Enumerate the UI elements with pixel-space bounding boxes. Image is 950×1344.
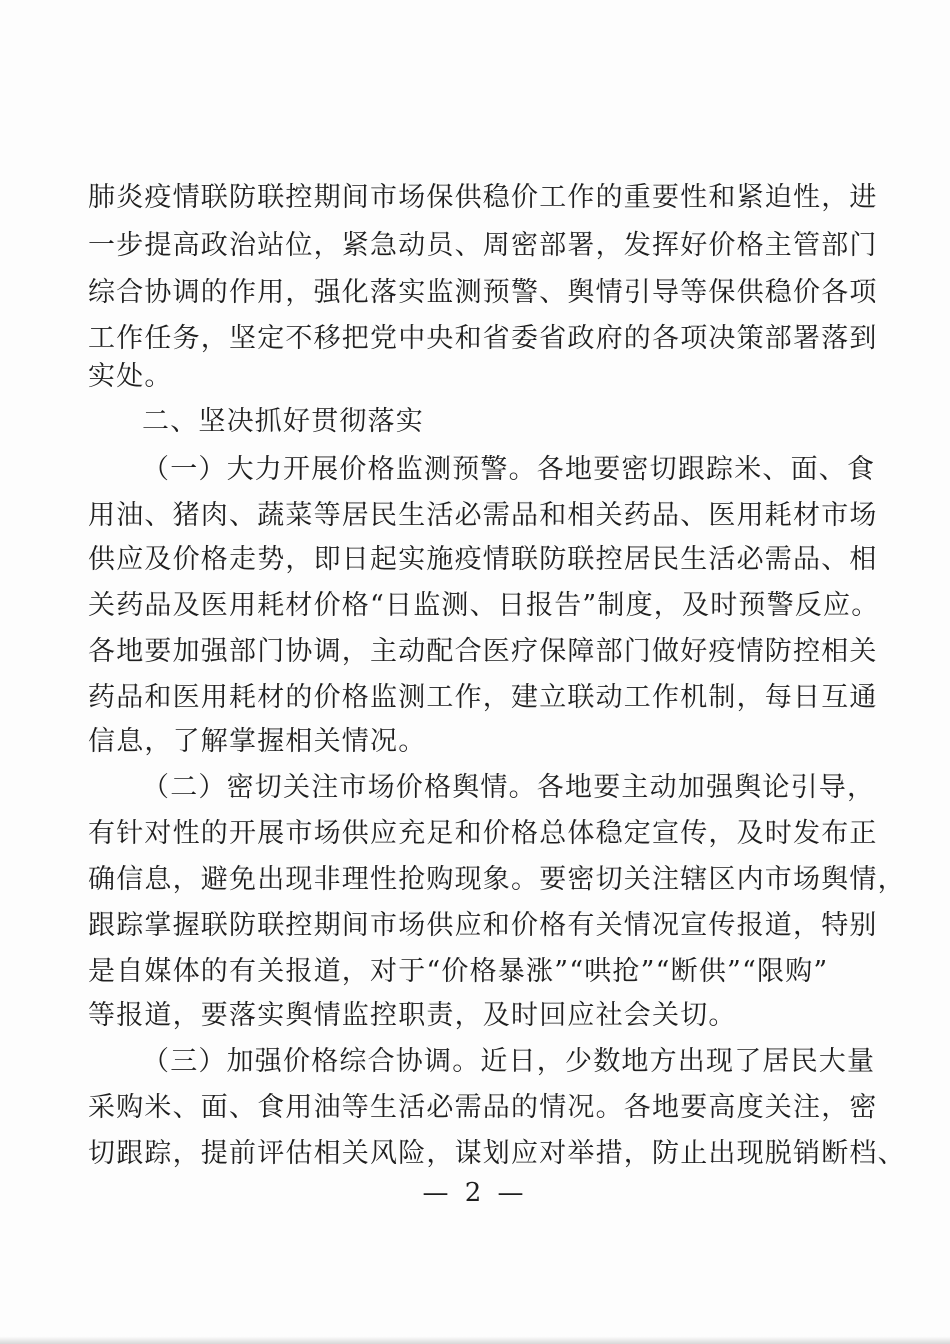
body-text-line: 工作任务，坚定不移把党中央和省委省政府的各项决策部署落到 (88, 323, 878, 354)
body-text-line: 各地要加强部门协调，主动配合医疗保障部门做好疫情防控相关 (88, 636, 878, 667)
body-text-line: 是自媒体的有关报道，对于“价格暴涨”“哄抢”“断供”“限购” (88, 956, 829, 987)
subsection-heading-line: （二）密切关注市场价格舆情。各地要主动加强舆论引导， (142, 772, 876, 803)
page-number: — 2 — (422, 1178, 528, 1208)
body-text-line: 关药品及医用耗材价格“日监测、日报告”制度，及时预警反应。 (88, 590, 880, 621)
body-text-line: 跟踪掌握联防联控期间市场供应和价格有关情况宣传报道，特别 (88, 910, 878, 941)
body-text-line: 等报道，要落实舆情监控职责，及时回应社会关切。 (88, 1000, 737, 1031)
body-text-line: 综合协调的作用，强化落实监测预警、舆情引导等保供稳价各项 (88, 277, 878, 308)
body-text-line: 药品和医用耗材的价格监测工作，建立联动工作机制，每日互通 (88, 682, 878, 713)
body-text-line: 一步提高政治站位，紧急动员、周密部署，发挥好价格主管部门 (88, 230, 878, 261)
body-text-line: 用油、猪肉、蔬菜等居民生活必需品和相关药品、医用耗材市场 (88, 500, 878, 531)
body-text-line: 肺炎疫情联防联控期间市场保供稳价工作的重要性和紧迫性，进 (88, 182, 878, 213)
subsection-heading-line: （一）大力开展价格监测预警。各地要密切跟踪米、面、食 (142, 454, 876, 485)
page-bottom-edge (0, 1336, 950, 1344)
body-text-line: 切跟踪，提前评估相关风险，谋划应对举措，防止出现脱销断档、 (88, 1138, 906, 1169)
body-text-line: 信息，了解掌握相关情况。 (88, 726, 427, 757)
body-text-line: 采购米、面、食用油等生活必需品的情况。各地要高度关注，密 (88, 1092, 878, 1123)
body-text-line: 供应及价格走势，即日起实施疫情联防联控居民生活必需品、相 (88, 544, 878, 575)
body-text-line: 实处。 (88, 361, 173, 392)
subsection-heading-line: （三）加强价格综合协调。近日，少数地方出现了居民大量 (142, 1046, 876, 1077)
section-heading: 二、坚决抓好贯彻落实 (142, 406, 424, 437)
body-text-line: 确信息，避免出现非理性抢购现象。要密切关注辖区内市场舆情， (88, 864, 906, 895)
body-text-line: 有针对性的开展市场供应充足和价格总体稳定宣传，及时发布正 (88, 818, 878, 849)
